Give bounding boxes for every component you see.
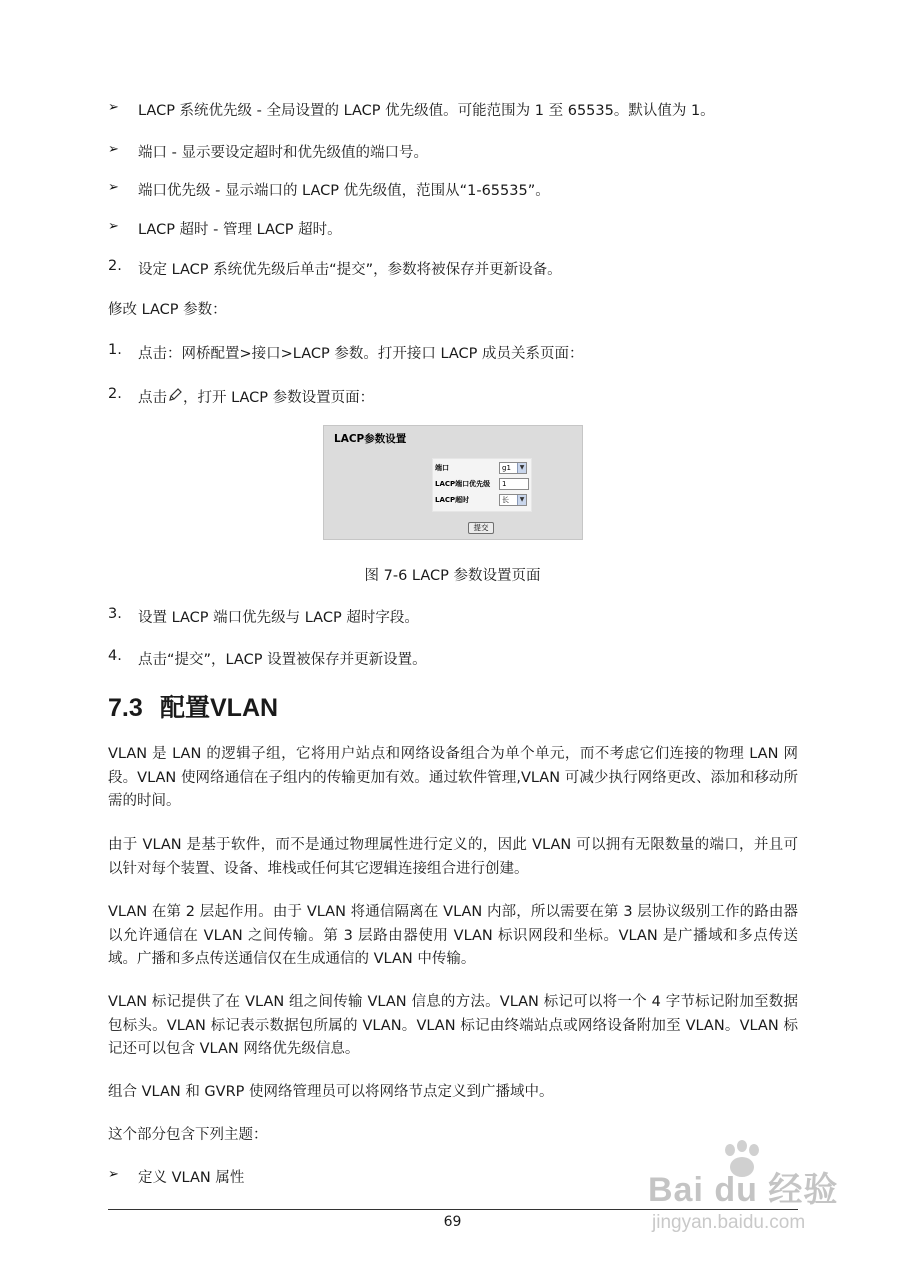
section-heading xyxy=(108,688,278,724)
baidu-jingyan-watermark xyxy=(648,1140,878,1250)
step-number: 2. xyxy=(108,386,122,402)
bullet-marker: ➢ xyxy=(108,219,119,234)
chevron-down-icon: ▼ xyxy=(517,495,526,505)
paragraph-vlan-intro: VLAN 是 LAN 的逻辑子组，它将用户站点和网络设备组合为单个单元，而不考虑它们连接的物理 LAN 网段。VLAN 使网络通信在子组内的传输更加有效。通过软件管理,VLAN 可减少执行网络更改、添加和移动所需的时间。 xyxy=(108,746,798,809)
port-label: 端口 xyxy=(435,464,449,472)
step-click-edit xyxy=(138,386,374,407)
section-number: 7.3 xyxy=(108,694,143,722)
panel-title: LACP参数设置 xyxy=(334,433,407,445)
step-submit: 点击“提交”，LACP 设置被保存并更新设置。 xyxy=(138,652,427,668)
lacp-settings-panel xyxy=(323,425,583,540)
port-select-value: g1 xyxy=(502,464,511,472)
bullet-marker: ➢ xyxy=(108,142,119,157)
bullet-lacp-system-priority: LACP 系统优先级 - 全局设置的 LACP 优先级值。可能范围为 1 至 65535。默认值为 1。 xyxy=(138,103,715,119)
topic-define-vlan-attributes: 定义 VLAN 属性 xyxy=(138,1170,245,1186)
paragraph-topics-intro: 这个部分包含下列主题： xyxy=(108,1127,268,1143)
port-priority-input[interactable] xyxy=(499,478,529,490)
section-title: 配置VLAN xyxy=(160,694,279,722)
bullet-port: 端口 - 显示要设定超时和优先级值的端口号。 xyxy=(138,145,428,161)
form-row-lacp-timeout xyxy=(435,494,529,509)
step-click-edit-after: ，打开 LACP 参数设置页面： xyxy=(183,390,375,406)
bullet-marker: ➢ xyxy=(108,180,119,195)
lacp-settings-form xyxy=(432,458,532,512)
paragraph-vlan-gvrp: 组合 VLAN 和 GVRP 使网络管理员可以将网络节点定义到广播域中。 xyxy=(108,1084,554,1100)
modify-lacp-heading: 修改 LACP 参数： xyxy=(108,302,227,318)
step-set-fields: 设置 LACP 端口优先级与 LACP 超时字段。 xyxy=(138,610,419,626)
edit-pencil-icon xyxy=(167,387,183,403)
step-number: 2. xyxy=(108,258,122,274)
step-click-edit-before: 点击 xyxy=(138,390,167,406)
watermark-logo-text: Bai du 经验 xyxy=(648,1171,839,1209)
lacp-timeout-label: LACP超时 xyxy=(435,496,470,504)
paragraph-vlan-software: 由于 VLAN 是基于软件，而不是通过物理属性进行定义的，因此 VLAN 可以拥有无限数量的端口，并且可以针对每个装置、设备、堆栈或任何其它逻辑连接组合进行创建。 xyxy=(108,837,798,877)
lacp-timeout-value: 长 xyxy=(502,496,509,504)
paragraph-vlan-tagging: VLAN 标记提供了在 VLAN 组之间传输 VLAN 信息的方法。VLAN 标记可以将一个 4 字节标记附加至数据包标头。VLAN 标记表示数据包所属的 VLAN。VLAN 标记由终端站点或网络设备附加至 VLAN。VLAN 标记还可以包含 VLAN 网络优先级信息。 xyxy=(108,994,798,1057)
submit-button[interactable]: 提交 xyxy=(468,522,494,534)
paragraph-vlan-layer2: VLAN 在第 2 层起作用。由于 VLAN 将通信隔离在 VLAN 内部，所以需要在第 3 层协议级别工作的路由器以允许通信在 VLAN 之间传输。第 3 层路由器使用 VLAN 标识网段和坐标。VLAN 是广播域和多点传送域。广播和多点传送通信仅在生成通信的 VLAN 中传输。 xyxy=(108,904,798,967)
port-priority-value: 1 xyxy=(502,480,507,488)
watermark-url: jingyan.baidu.com xyxy=(652,1212,806,1233)
step-number: 1. xyxy=(108,342,122,358)
form-row-port xyxy=(435,462,529,477)
bullet-port-priority: 端口优先级 - 显示端口的 LACP 优先级值，范围从“1-65535”。 xyxy=(138,183,550,199)
step-set-priority: 设定 LACP 系统优先级后单击“提交”，参数将被保存并更新设备。 xyxy=(138,262,562,278)
figure-caption: 图 7-6 LACP 参数设置页面 xyxy=(364,568,541,584)
footer-divider xyxy=(108,1209,798,1210)
form-row-port-priority xyxy=(435,478,529,493)
bullet-marker: ➢ xyxy=(108,1167,119,1182)
step-number: 4. xyxy=(108,648,122,664)
page-number: 69 xyxy=(443,1214,462,1230)
step-open-lacp-membership: 点击：网桥配置>接口>LACP 参数。打开接口 LACP 成员关系页面： xyxy=(138,346,584,362)
lacp-timeout-select[interactable] xyxy=(499,494,527,506)
port-select[interactable] xyxy=(499,462,527,474)
bullet-lacp-timeout: LACP 超时 - 管理 LACP 超时。 xyxy=(138,222,342,238)
bullet-marker: ➢ xyxy=(108,100,119,115)
chevron-down-icon: ▼ xyxy=(517,463,526,473)
port-priority-label: LACP端口优先级 xyxy=(435,480,491,488)
step-number: 3. xyxy=(108,606,122,622)
